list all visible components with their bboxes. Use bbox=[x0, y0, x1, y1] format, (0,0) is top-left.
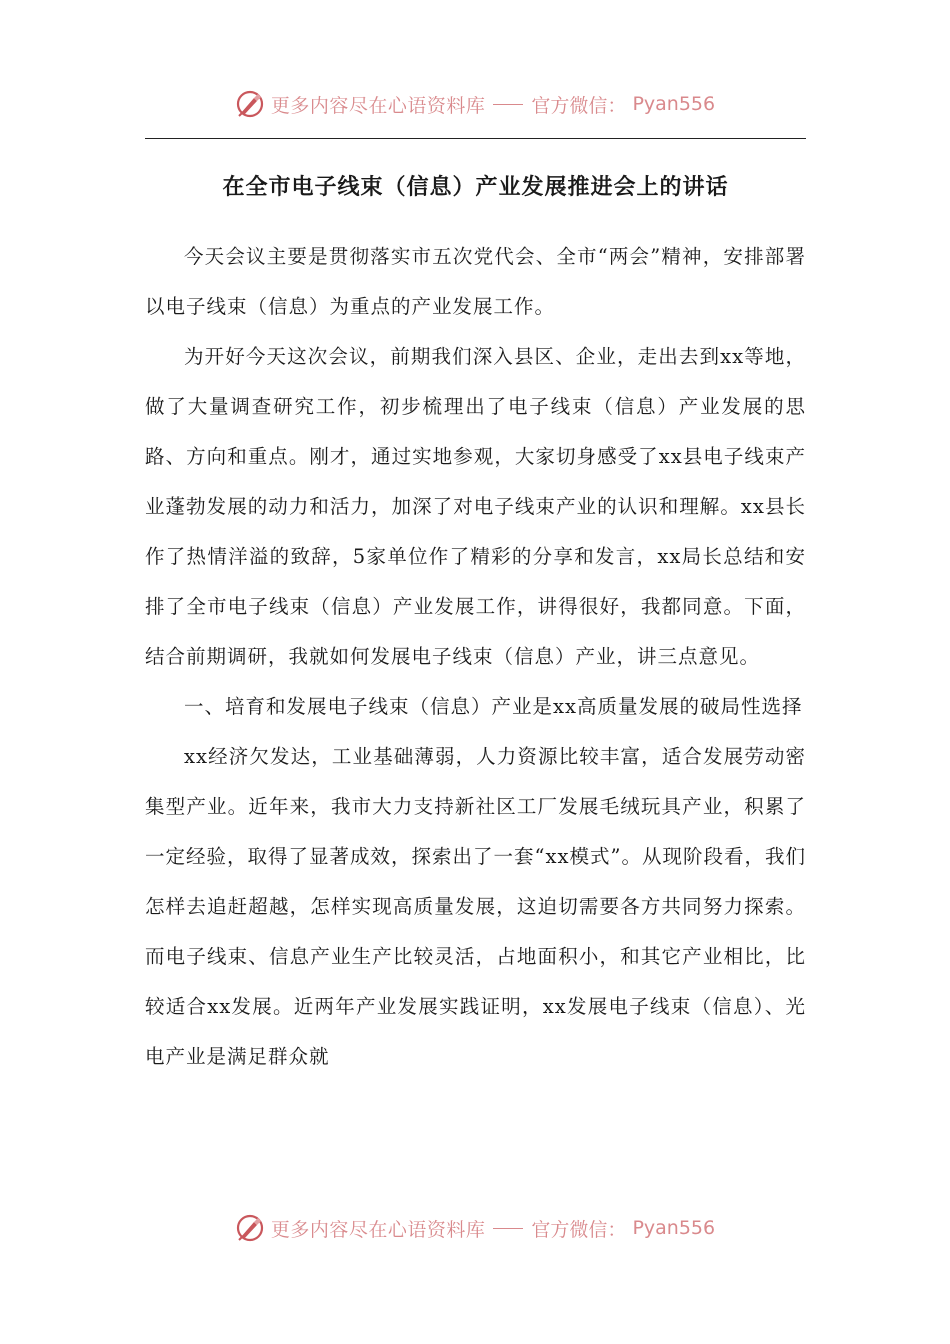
pen-logo-icon bbox=[235, 1213, 265, 1243]
paragraph-3: xx经济欠发达，工业基础薄弱，人力资源比较丰富，适合发展劳动密集型产业。近年来，我市大力支持新社区工厂发展毛绒玩具产业，积累了一定经验，取得了显著成效，探索出了一套“xx模式”。从现阶段看，我们怎样去追赶超越，怎样实现高质量发展，这迫切需要各方共同努力探索。而电子线束、信息产业生产比较灵活，占地面积小，和其它产业相比，比较适合xx发展。近两年产业发展实践证明，xx发展电子线束（信息）、光电产业是满足群众就 bbox=[145, 745, 806, 1068]
footer-wechat-id: Pyan556 bbox=[632, 1217, 716, 1239]
paragraph-2: 为开好今天这次会议，前期我们深入县区、企业，走出去到xx等地，做了大量调查研究工作，初步梳理出了电子线束（信息）产业发展的思路、方向和重点。刚才，通过实地参观，大家切身感受了xx县电子线束产业蓬勃发展的动力和活力，加深了对电子线束产业的认识和理解。xx县长作了热情洋溢的致辞，5家单位作了精彩的分享和发言，xx局长总结和安排了全市电子线束（信息）产业发展工作，讲得很好，我都同意。下面，结合前期调研，我就如何发展电子线束（信息）产业，讲三点意见。 bbox=[145, 345, 806, 668]
header-site-text: 更多内容尽在心语资料库 bbox=[270, 94, 486, 117]
header-divider bbox=[145, 138, 806, 139]
footer-wechat-label: 官方微信： bbox=[531, 1218, 627, 1241]
header-dash bbox=[493, 104, 523, 105]
header-wechat-label: 官方微信： bbox=[531, 94, 627, 117]
document-title: 在全市电子线束（信息）产业发展推进会上的讲话 bbox=[222, 175, 729, 200]
header-banner bbox=[0, 84, 950, 124]
document-body bbox=[145, 232, 806, 1082]
pen-logo-icon bbox=[235, 89, 265, 119]
paragraph-1: 今天会议主要是贯彻落实市五次党代会、全市“两会”精神，安排部署以电子线束（信息）为重点的产业发展工作。 bbox=[145, 245, 806, 318]
footer-site-text: 更多内容尽在心语资料库 bbox=[270, 1218, 486, 1241]
section-heading-1: 一、培育和发展电子线束（信息）产业是xx高质量发展的破局性选择 bbox=[184, 695, 803, 718]
header-wechat-id: Pyan556 bbox=[632, 93, 716, 115]
footer-dash bbox=[493, 1228, 523, 1229]
footer-banner bbox=[0, 1208, 950, 1248]
